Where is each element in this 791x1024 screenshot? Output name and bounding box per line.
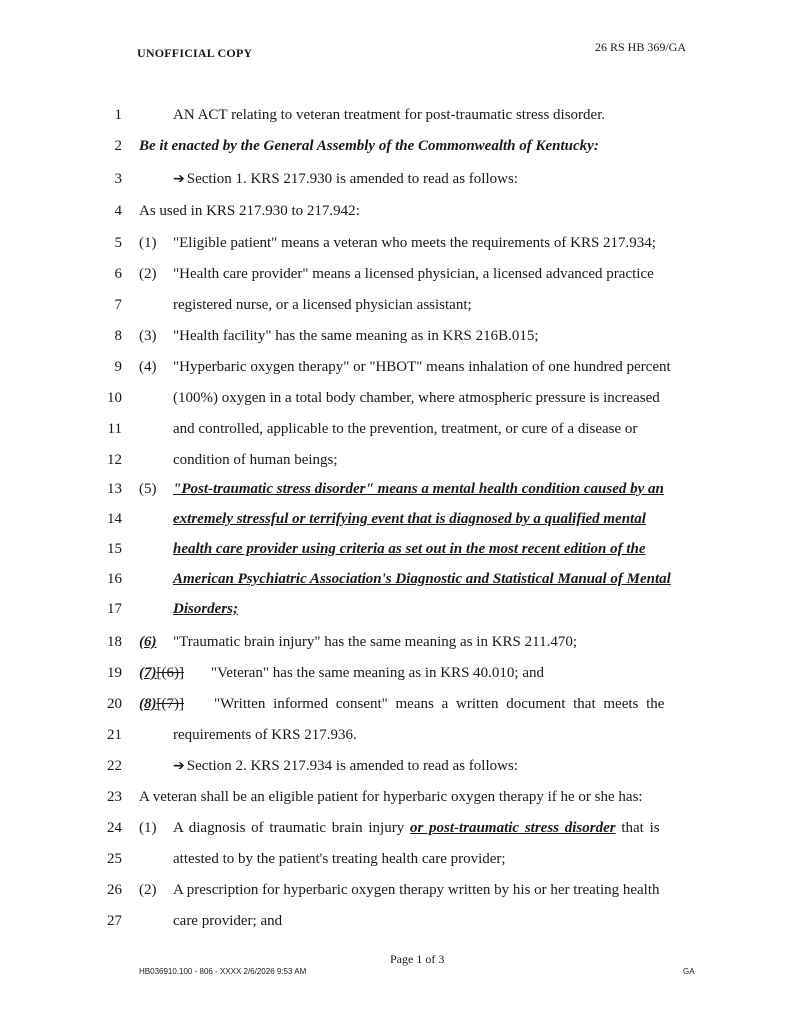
line-number: 26 — [107, 882, 122, 898]
line-number: 12 — [107, 452, 122, 468]
subsection-number: (4) — [139, 359, 157, 375]
document-line — [0, 665, 791, 695]
line-number: 14 — [107, 511, 122, 527]
line-number: 19 — [107, 665, 122, 681]
document-status-label: UNOFFICIAL COPY — [137, 46, 253, 60]
requirement-text: attested to by the patient's treating health care provider; — [173, 851, 506, 867]
document-line — [0, 601, 791, 631]
document-line — [0, 297, 791, 327]
definition-text: "Health facility" has the same meaning as in KRS 216B.015; — [173, 328, 539, 344]
inserted-subsection-number: (7) — [139, 665, 157, 681]
line-number: 15 — [107, 541, 122, 557]
document-line — [0, 851, 791, 881]
arrow-right-icon: ➔ — [173, 171, 185, 187]
inserted-definition-text: American Psychiatric Association's Diagnostic and Statistical Manual of Mental — [173, 571, 671, 587]
document-line — [0, 789, 791, 819]
document-line — [0, 481, 791, 511]
definition-text: registered nurse, or a licensed physician assistant; — [173, 297, 472, 313]
document-line — [0, 359, 791, 389]
inserted-definition-text: "Post-traumatic stress disorder" means a mental health condition caused by an — [173, 481, 664, 497]
line-number: 23 — [107, 789, 122, 805]
definition-text: condition of human beings; — [173, 452, 338, 468]
inserted-text: or post-traumatic stress disorder — [409, 820, 616, 836]
document-line — [0, 696, 791, 726]
subsection-number: (3) — [139, 328, 157, 344]
line-number: 24 — [107, 820, 122, 836]
definition-text: (100%) oxygen in a total body chamber, where atmospheric pressure is increased — [173, 390, 660, 406]
section-heading: Section 1. KRS 217.930 is amended to read as follows: — [186, 171, 518, 187]
line-number: 18 — [107, 634, 122, 650]
inserted-definition-text: health care provider using criteria as set out in the most recent edition of the — [173, 541, 646, 557]
document-line — [0, 913, 791, 943]
line-number: 22 — [107, 758, 122, 774]
document-line — [0, 452, 791, 482]
line-number: 11 — [107, 421, 122, 437]
subsection-number: (1) — [139, 820, 157, 836]
line-number: 25 — [107, 851, 122, 867]
line-number: 21 — [107, 727, 122, 743]
line-number: 4 — [114, 203, 122, 219]
document-line — [0, 634, 791, 664]
subsection-number: (1) — [139, 235, 157, 251]
document-line — [0, 266, 791, 296]
line-number: 2 — [114, 138, 122, 154]
definition-text: "Traumatic brain injury" has the same meaning as in KRS 211.470; — [173, 634, 577, 650]
inserted-definition-text: extremely stressful or terrifying event that is diagnosed by a qualified mental — [173, 511, 646, 527]
requirement-text: A diagnosis of traumatic brain injury — [173, 820, 405, 836]
line-number: 16 — [107, 571, 122, 587]
document-line — [0, 328, 791, 358]
requirement-text: care provider; and — [173, 913, 283, 929]
definition-text: requirements of KRS 217.936. — [173, 727, 357, 743]
line-number: 13 — [107, 481, 122, 497]
inserted-subsection-number: (8) — [139, 696, 157, 712]
document-line — [0, 203, 791, 233]
line-number: 6 — [114, 266, 122, 282]
definition-text: "Health care provider" means a licensed physician, a licensed advanced practice — [173, 266, 654, 282]
line-number: 7 — [114, 297, 122, 313]
line-number: 17 — [107, 601, 122, 617]
subsection-number: (2) — [139, 882, 157, 898]
line-number: 5 — [114, 235, 122, 251]
document-line — [0, 727, 791, 757]
act-title: AN ACT relating to veteran treatment for post-traumatic stress disorder. — [173, 107, 606, 123]
definition-text: "Veteran" has the same meaning as in KRS 40.010; and — [211, 665, 545, 681]
document-line — [0, 571, 791, 601]
subsection-number: (2) — [139, 266, 157, 282]
subsection-number: (5) — [139, 481, 157, 497]
arrow-right-icon: ➔ — [173, 758, 185, 774]
definitions-intro: As used in KRS 217.930 to 217.942: — [139, 203, 360, 219]
line-number: 8 — [114, 328, 122, 344]
requirement-text: that is — [621, 820, 660, 836]
line-number: 20 — [107, 696, 122, 712]
document-line — [0, 138, 791, 168]
section-heading: Section 2. KRS 217.934 is amended to read as follows: — [186, 758, 518, 774]
document-line — [0, 235, 791, 265]
document-line — [0, 511, 791, 541]
deleted-subsection-number: [(7)] — [156, 696, 184, 712]
section-text: A veteran shall be an eligible patient for hyperbaric oxygen therapy if he or she has: — [139, 789, 643, 805]
document-line — [0, 758, 791, 788]
line-number: 1 — [114, 107, 122, 123]
line-number: 10 — [107, 390, 122, 406]
line-number: 27 — [107, 913, 122, 929]
definition-text: "Hyperbaric oxygen therapy" or "HBOT" means inhalation of one hundred percent — [173, 359, 671, 375]
inserted-definition-text: Disorders; — [173, 601, 239, 617]
footer-code: GA — [683, 967, 695, 976]
document-line — [0, 107, 791, 137]
deleted-subsection-number: [(6)] — [156, 665, 184, 681]
document-line — [0, 171, 791, 201]
requirement-text: A prescription for hyperbaric oxygen therapy written by his or her treating health — [173, 882, 660, 898]
bill-number: 26 RS HB 369/GA — [595, 40, 687, 54]
page-indicator: Page 1 of 3 — [390, 952, 445, 966]
document-line — [0, 820, 791, 850]
document-line — [0, 541, 791, 571]
document-id: HB036910.100 - 806 - XXXX 2/6/2026 9:53 AM — [139, 967, 307, 976]
enacting-clause: Be it enacted by the General Assembly of the Commonwealth of Kentucky: — [139, 138, 599, 154]
document-line — [0, 882, 791, 912]
document-line — [0, 390, 791, 420]
inserted-subsection-number: (6) — [139, 634, 157, 650]
definition-text: "Eligible patient" means a veteran who meets the requirements of KRS 217.934; — [173, 235, 656, 251]
document-line — [0, 421, 791, 451]
line-number: 9 — [114, 359, 122, 375]
definition-text: and controlled, applicable to the prevention, treatment, or cure of a disease or — [173, 421, 638, 437]
definition-text: "Written informed consent" means a written document that meets the — [214, 696, 665, 712]
line-number: 3 — [114, 171, 122, 187]
